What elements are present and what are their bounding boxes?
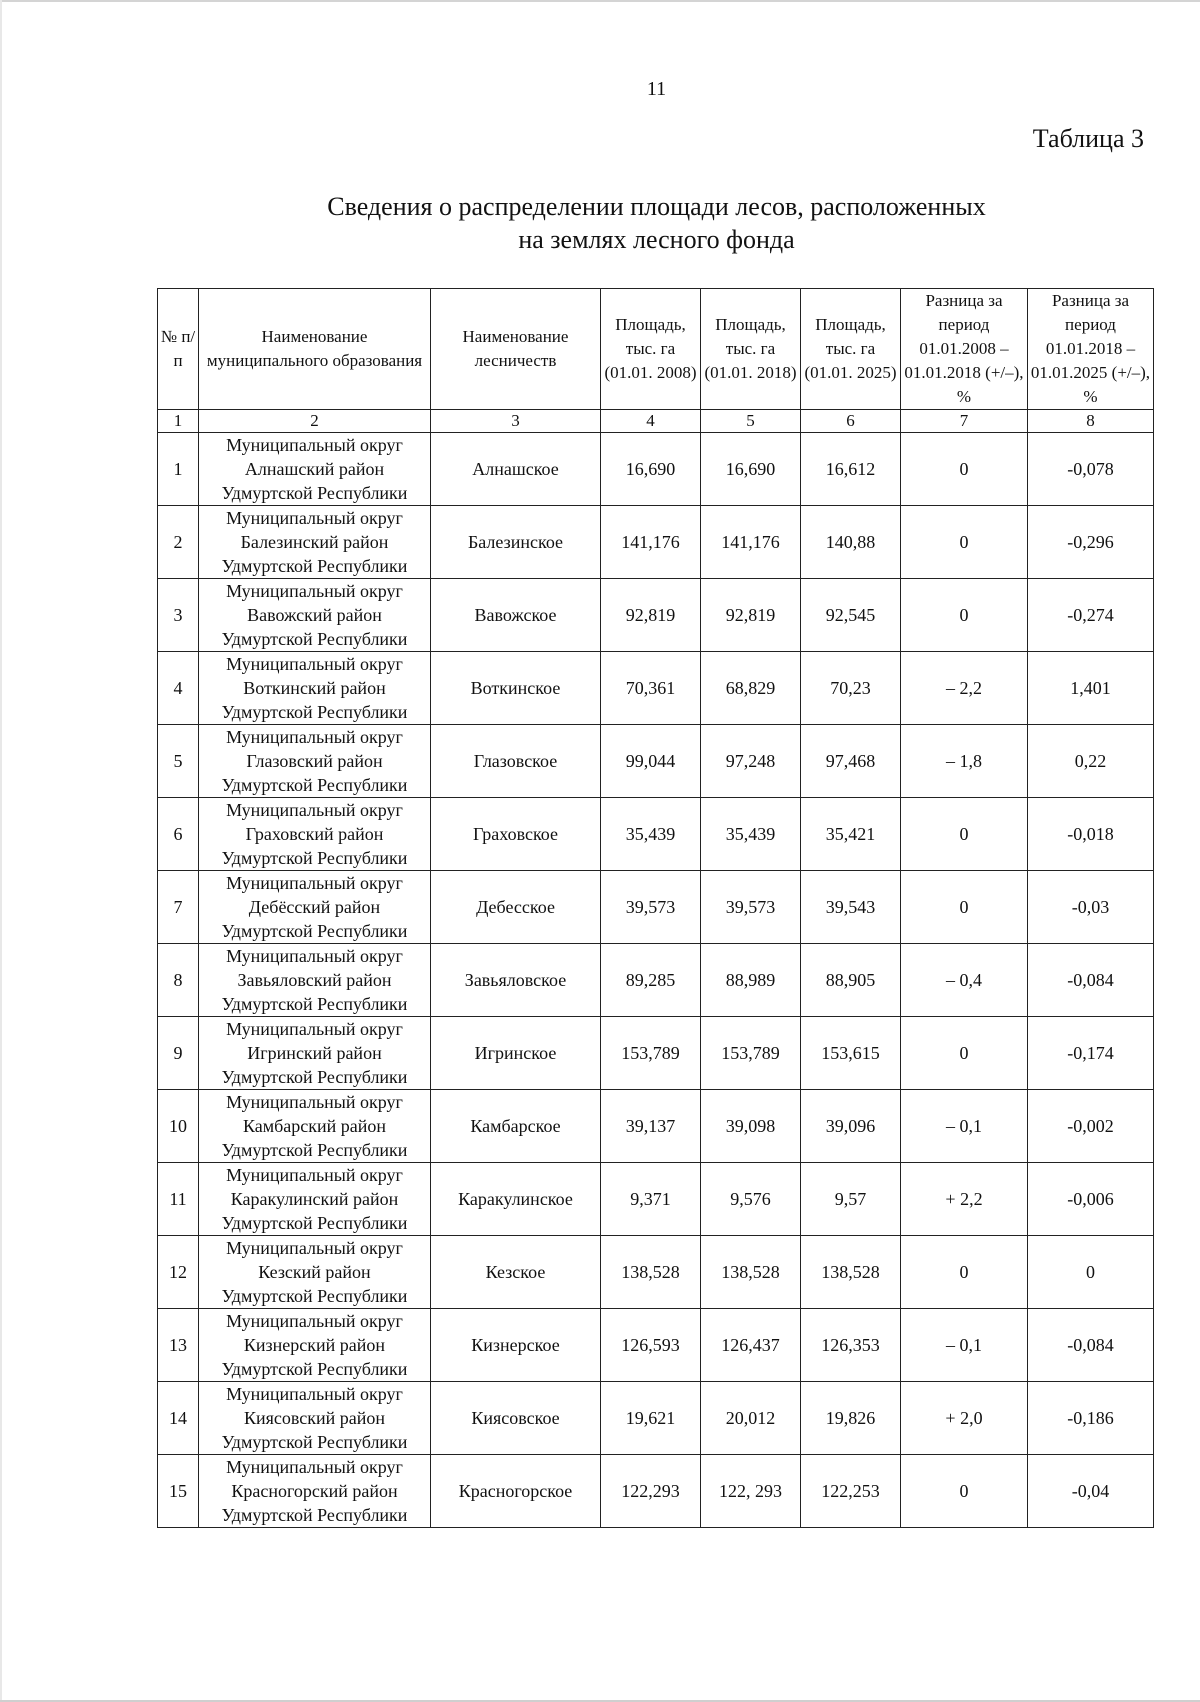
- row-number-cell: 14: [158, 1382, 199, 1455]
- diff-2008-2018-cell: 0: [901, 1455, 1028, 1528]
- municipality-line: Муниципальный округ: [226, 654, 403, 674]
- page-number: 11: [646, 78, 667, 100]
- forestry-cell: Киясовское: [431, 1382, 601, 1455]
- municipality-line: Удмуртской Республики: [221, 1067, 408, 1087]
- forestry-cell: Дебесское: [431, 871, 601, 944]
- municipality-cell: [199, 798, 431, 871]
- area-2018-cell: 68,829: [701, 652, 801, 725]
- diff-2018-2025-cell: -0,04: [1028, 1455, 1154, 1528]
- diff-2018-2025-cell: -0,084: [1028, 1309, 1154, 1382]
- document-title-line-2: на землях лесного фонда: [518, 225, 795, 254]
- diff-2008-2018-cell: 0: [901, 1236, 1028, 1309]
- row-number-cell: 12: [158, 1236, 199, 1309]
- municipality-cell: [199, 1455, 431, 1528]
- area-2008-cell: 70,361: [601, 652, 701, 725]
- forestry-cell: Красногорское: [431, 1455, 601, 1528]
- municipality-line: Граховский район: [245, 824, 384, 844]
- diff-2008-2018-cell: + 2,0: [901, 1382, 1028, 1455]
- area-2018-cell: 39,573: [701, 871, 801, 944]
- diff-2018-2025-cell: -0,296: [1028, 506, 1154, 579]
- table-label: Таблица 3: [1032, 124, 1144, 153]
- diff-2018-2025-cell: -0,078: [1028, 433, 1154, 506]
- row-number-cell: 13: [158, 1309, 199, 1382]
- municipality-line: Камбарский район: [242, 1116, 387, 1136]
- table-row: [158, 652, 1154, 725]
- area-2008-cell: 16,690: [601, 433, 701, 506]
- diff-2008-2018-cell: 0: [901, 506, 1028, 579]
- row-number-cell: 11: [158, 1163, 199, 1236]
- diff-2008-2018-cell: 0: [901, 871, 1028, 944]
- table-body: [158, 433, 1154, 1528]
- municipality-cell: [199, 871, 431, 944]
- row-number-cell: 3: [158, 579, 199, 652]
- column-number-cell: 6: [801, 410, 901, 433]
- area-2008-cell: 9,371: [601, 1163, 701, 1236]
- row-number-cell: 2: [158, 506, 199, 579]
- municipality-line: Удмуртской Республики: [221, 1359, 408, 1379]
- municipality-line: Удмуртской Республики: [221, 994, 408, 1014]
- table-row: [158, 1163, 1154, 1236]
- municipality-line: Муниципальный округ: [226, 508, 403, 528]
- area-2018-cell: 141,176: [701, 506, 801, 579]
- forestry-cell: Камбарское: [431, 1090, 601, 1163]
- municipality-line: Завьяловский район: [237, 970, 392, 990]
- area-2008-cell: 153,789: [601, 1017, 701, 1090]
- table-row: [158, 1455, 1154, 1528]
- municipality-line: Удмуртской Республики: [221, 629, 408, 649]
- scan-edge-top: [0, 0, 1200, 2]
- municipality-line: Удмуртской Республики: [221, 556, 408, 576]
- area-2018-cell: 20,012: [701, 1382, 801, 1455]
- forestry-cell: Кизнерское: [431, 1309, 601, 1382]
- area-2025-cell: 97,468: [801, 725, 901, 798]
- municipality-line: Муниципальный округ: [226, 581, 403, 601]
- municipality-line: Удмуртской Республики: [221, 1505, 408, 1525]
- diff-2008-2018-cell: 0: [901, 433, 1028, 506]
- diff-2018-2025-cell: -0,274: [1028, 579, 1154, 652]
- municipality-line: Кезский район: [258, 1262, 371, 1282]
- municipality-line: Каракулинский район: [230, 1189, 399, 1209]
- area-2008-cell: 92,819: [601, 579, 701, 652]
- diff-2008-2018-cell: – 0,4: [901, 944, 1028, 1017]
- row-number-cell: 1: [158, 433, 199, 506]
- header-cell: № п/п: [158, 289, 199, 410]
- municipality-line: Удмуртской Республики: [221, 848, 408, 868]
- area-2018-cell: 126,437: [701, 1309, 801, 1382]
- municipality-line: Балезинский район: [240, 532, 389, 552]
- municipality-cell: [199, 725, 431, 798]
- forestry-cell: Игринское: [431, 1017, 601, 1090]
- forestry-cell: Воткинское: [431, 652, 601, 725]
- forestry-cell: Глазовское: [431, 725, 601, 798]
- table-row: [158, 1017, 1154, 1090]
- forestry-cell: Кезское: [431, 1236, 601, 1309]
- table-row: [158, 944, 1154, 1017]
- municipality-line: Удмуртской Республики: [221, 1432, 408, 1452]
- row-number-cell: 15: [158, 1455, 199, 1528]
- area-2008-cell: 89,285: [601, 944, 701, 1017]
- area-2025-cell: 153,615: [801, 1017, 901, 1090]
- area-2025-cell: 88,905: [801, 944, 901, 1017]
- municipality-line: Муниципальный округ: [226, 1165, 403, 1185]
- municipality-cell: [199, 1236, 431, 1309]
- header-cell: Площадь, тыс. га (01.01. 2018): [701, 289, 801, 410]
- area-2018-cell: 16,690: [701, 433, 801, 506]
- table-row: [158, 725, 1154, 798]
- table-row: [158, 1382, 1154, 1455]
- table-row: [158, 1309, 1154, 1382]
- municipality-cell: [199, 579, 431, 652]
- header-cell: Площадь, тыс. га (01.01. 2008): [601, 289, 701, 410]
- forestry-cell: Балезинское: [431, 506, 601, 579]
- header-cell: Разница за период 01.01.2008 – 01.01.2018 (+/–), %: [901, 289, 1028, 410]
- diff-2018-2025-cell: 0: [1028, 1236, 1154, 1309]
- diff-2018-2025-cell: -0,006: [1028, 1163, 1154, 1236]
- diff-2008-2018-cell: 0: [901, 798, 1028, 871]
- area-2018-cell: 9,576: [701, 1163, 801, 1236]
- area-2025-cell: 39,543: [801, 871, 901, 944]
- diff-2008-2018-cell: – 2,2: [901, 652, 1028, 725]
- column-number-cell: 4: [601, 410, 701, 433]
- municipality-cell: [199, 433, 431, 506]
- table-row: [158, 1090, 1154, 1163]
- area-2008-cell: 99,044: [601, 725, 701, 798]
- municipality-line: Муниципальный округ: [226, 1238, 403, 1258]
- municipality-line: Удмуртской Республики: [221, 921, 408, 941]
- diff-2008-2018-cell: + 2,2: [901, 1163, 1028, 1236]
- forest-area-table: [157, 288, 1154, 1528]
- diff-2018-2025-cell: 1,401: [1028, 652, 1154, 725]
- row-number-cell: 9: [158, 1017, 199, 1090]
- area-2008-cell: 39,573: [601, 871, 701, 944]
- municipality-line: Глазовский район: [246, 751, 383, 771]
- municipality-line: Муниципальный округ: [226, 946, 403, 966]
- municipality-line: Кизнерский район: [243, 1335, 386, 1355]
- area-2018-cell: 39,098: [701, 1090, 801, 1163]
- diff-2018-2025-cell: -0,018: [1028, 798, 1154, 871]
- municipality-line: Муниципальный округ: [226, 1384, 403, 1404]
- municipality-line: Удмуртской Республики: [221, 483, 408, 503]
- diff-2018-2025-cell: -0,084: [1028, 944, 1154, 1017]
- table-row: [158, 1236, 1154, 1309]
- area-2008-cell: 19,621: [601, 1382, 701, 1455]
- municipality-cell: [199, 1017, 431, 1090]
- diff-2008-2018-cell: 0: [901, 579, 1028, 652]
- column-number-cell: 3: [431, 410, 601, 433]
- municipality-line: Алнашский район: [244, 459, 385, 479]
- row-number-cell: 4: [158, 652, 199, 725]
- area-2025-cell: 122,253: [801, 1455, 901, 1528]
- area-2018-cell: 97,248: [701, 725, 801, 798]
- area-2018-cell: 35,439: [701, 798, 801, 871]
- municipality-line: Муниципальный округ: [226, 435, 403, 455]
- municipality-line: Муниципальный округ: [226, 800, 403, 820]
- municipality-line: Муниципальный округ: [226, 873, 403, 893]
- municipality-cell: [199, 1309, 431, 1382]
- diff-2018-2025-cell: 0,22: [1028, 725, 1154, 798]
- column-number-cell: 1: [158, 410, 199, 433]
- diff-2018-2025-cell: -0,03: [1028, 871, 1154, 944]
- table-row: [158, 871, 1154, 944]
- area-2025-cell: 39,096: [801, 1090, 901, 1163]
- diff-2008-2018-cell: 0: [901, 1017, 1028, 1090]
- table-row: [158, 579, 1154, 652]
- diff-2008-2018-cell: – 0,1: [901, 1309, 1028, 1382]
- diff-2018-2025-cell: -0,174: [1028, 1017, 1154, 1090]
- table-row: [158, 433, 1154, 506]
- forestry-cell: Вавожское: [431, 579, 601, 652]
- area-2008-cell: 138,528: [601, 1236, 701, 1309]
- area-2018-cell: 88,989: [701, 944, 801, 1017]
- area-2018-cell: 92,819: [701, 579, 801, 652]
- area-2018-cell: 138,528: [701, 1236, 801, 1309]
- forestry-cell: Завьяловское: [431, 944, 601, 1017]
- column-number-cell: 2: [199, 410, 431, 433]
- row-number-cell: 10: [158, 1090, 199, 1163]
- column-number-cell: 5: [701, 410, 801, 433]
- municipality-line: Киясовский район: [243, 1408, 386, 1428]
- municipality-cell: [199, 1382, 431, 1455]
- municipality-cell: [199, 944, 431, 1017]
- area-2025-cell: 126,353: [801, 1309, 901, 1382]
- table-row: [158, 506, 1154, 579]
- municipality-line: Муниципальный округ: [226, 1019, 403, 1039]
- area-2025-cell: 16,612: [801, 433, 901, 506]
- area-2008-cell: 122,293: [601, 1455, 701, 1528]
- municipality-line: Удмуртской Республики: [221, 1213, 408, 1233]
- municipality-line: Игринский район: [247, 1043, 382, 1063]
- diff-2008-2018-cell: – 1,8: [901, 725, 1028, 798]
- header-cell: Площадь, тыс. га (01.01. 2025): [801, 289, 901, 410]
- forestry-cell: Граховское: [431, 798, 601, 871]
- municipality-cell: [199, 506, 431, 579]
- header-cell: Наименование лесничеств: [431, 289, 601, 410]
- municipality-line: Муниципальный округ: [226, 1311, 403, 1331]
- municipality-line: Муниципальный округ: [226, 1092, 403, 1112]
- area-2008-cell: 39,137: [601, 1090, 701, 1163]
- area-2025-cell: 9,57: [801, 1163, 901, 1236]
- header-cell: Наименование муниципального образования: [199, 289, 431, 410]
- municipality-cell: [199, 1163, 431, 1236]
- area-2025-cell: 19,826: [801, 1382, 901, 1455]
- municipality-line: Муниципальный округ: [226, 727, 403, 747]
- municipality-line: Вавожский район: [247, 605, 382, 625]
- area-2025-cell: 92,545: [801, 579, 901, 652]
- municipality-line: Красногорский район: [231, 1481, 398, 1501]
- municipality-line: Муниципальный округ: [226, 1457, 403, 1477]
- forestry-cell: Алнашское: [431, 433, 601, 506]
- document-title-line-1: Сведения о распределении площади лесов, расположенных: [327, 192, 986, 221]
- table-row: [158, 798, 1154, 871]
- diff-2018-2025-cell: -0,002: [1028, 1090, 1154, 1163]
- row-number-cell: 7: [158, 871, 199, 944]
- column-number-row: [158, 410, 1154, 433]
- municipality-line: Дебёсский район: [248, 897, 381, 917]
- diff-2018-2025-cell: -0,186: [1028, 1382, 1154, 1455]
- area-2018-cell: 153,789: [701, 1017, 801, 1090]
- column-number-cell: 8: [1028, 410, 1154, 433]
- area-2008-cell: 35,439: [601, 798, 701, 871]
- area-2008-cell: 126,593: [601, 1309, 701, 1382]
- area-2008-cell: 141,176: [601, 506, 701, 579]
- municipality-cell: [199, 1090, 431, 1163]
- area-2018-cell: 122, 293: [701, 1455, 801, 1528]
- column-number-cell: 7: [901, 410, 1028, 433]
- row-number-cell: 5: [158, 725, 199, 798]
- area-2025-cell: 70,23: [801, 652, 901, 725]
- municipality-line: Удмуртской Республики: [221, 1286, 408, 1306]
- area-2025-cell: 138,528: [801, 1236, 901, 1309]
- row-number-cell: 6: [158, 798, 199, 871]
- header-cell: Разница за период 01.01.2018 – 01.01.2025 (+/–), %: [1028, 289, 1154, 410]
- row-number-cell: 8: [158, 944, 199, 1017]
- area-2025-cell: 35,421: [801, 798, 901, 871]
- municipality-cell: [199, 652, 431, 725]
- municipality-line: Воткинский район: [243, 678, 386, 698]
- municipality-line: Удмуртской Республики: [221, 775, 408, 795]
- forestry-cell: Каракулинское: [431, 1163, 601, 1236]
- municipality-line: Удмуртской Республики: [221, 1140, 408, 1160]
- document-title: [0, 190, 1200, 256]
- area-2025-cell: 140,88: [801, 506, 901, 579]
- municipality-line: Удмуртской Республики: [221, 702, 408, 722]
- table-header-row: [158, 289, 1154, 410]
- diff-2008-2018-cell: – 0,1: [901, 1090, 1028, 1163]
